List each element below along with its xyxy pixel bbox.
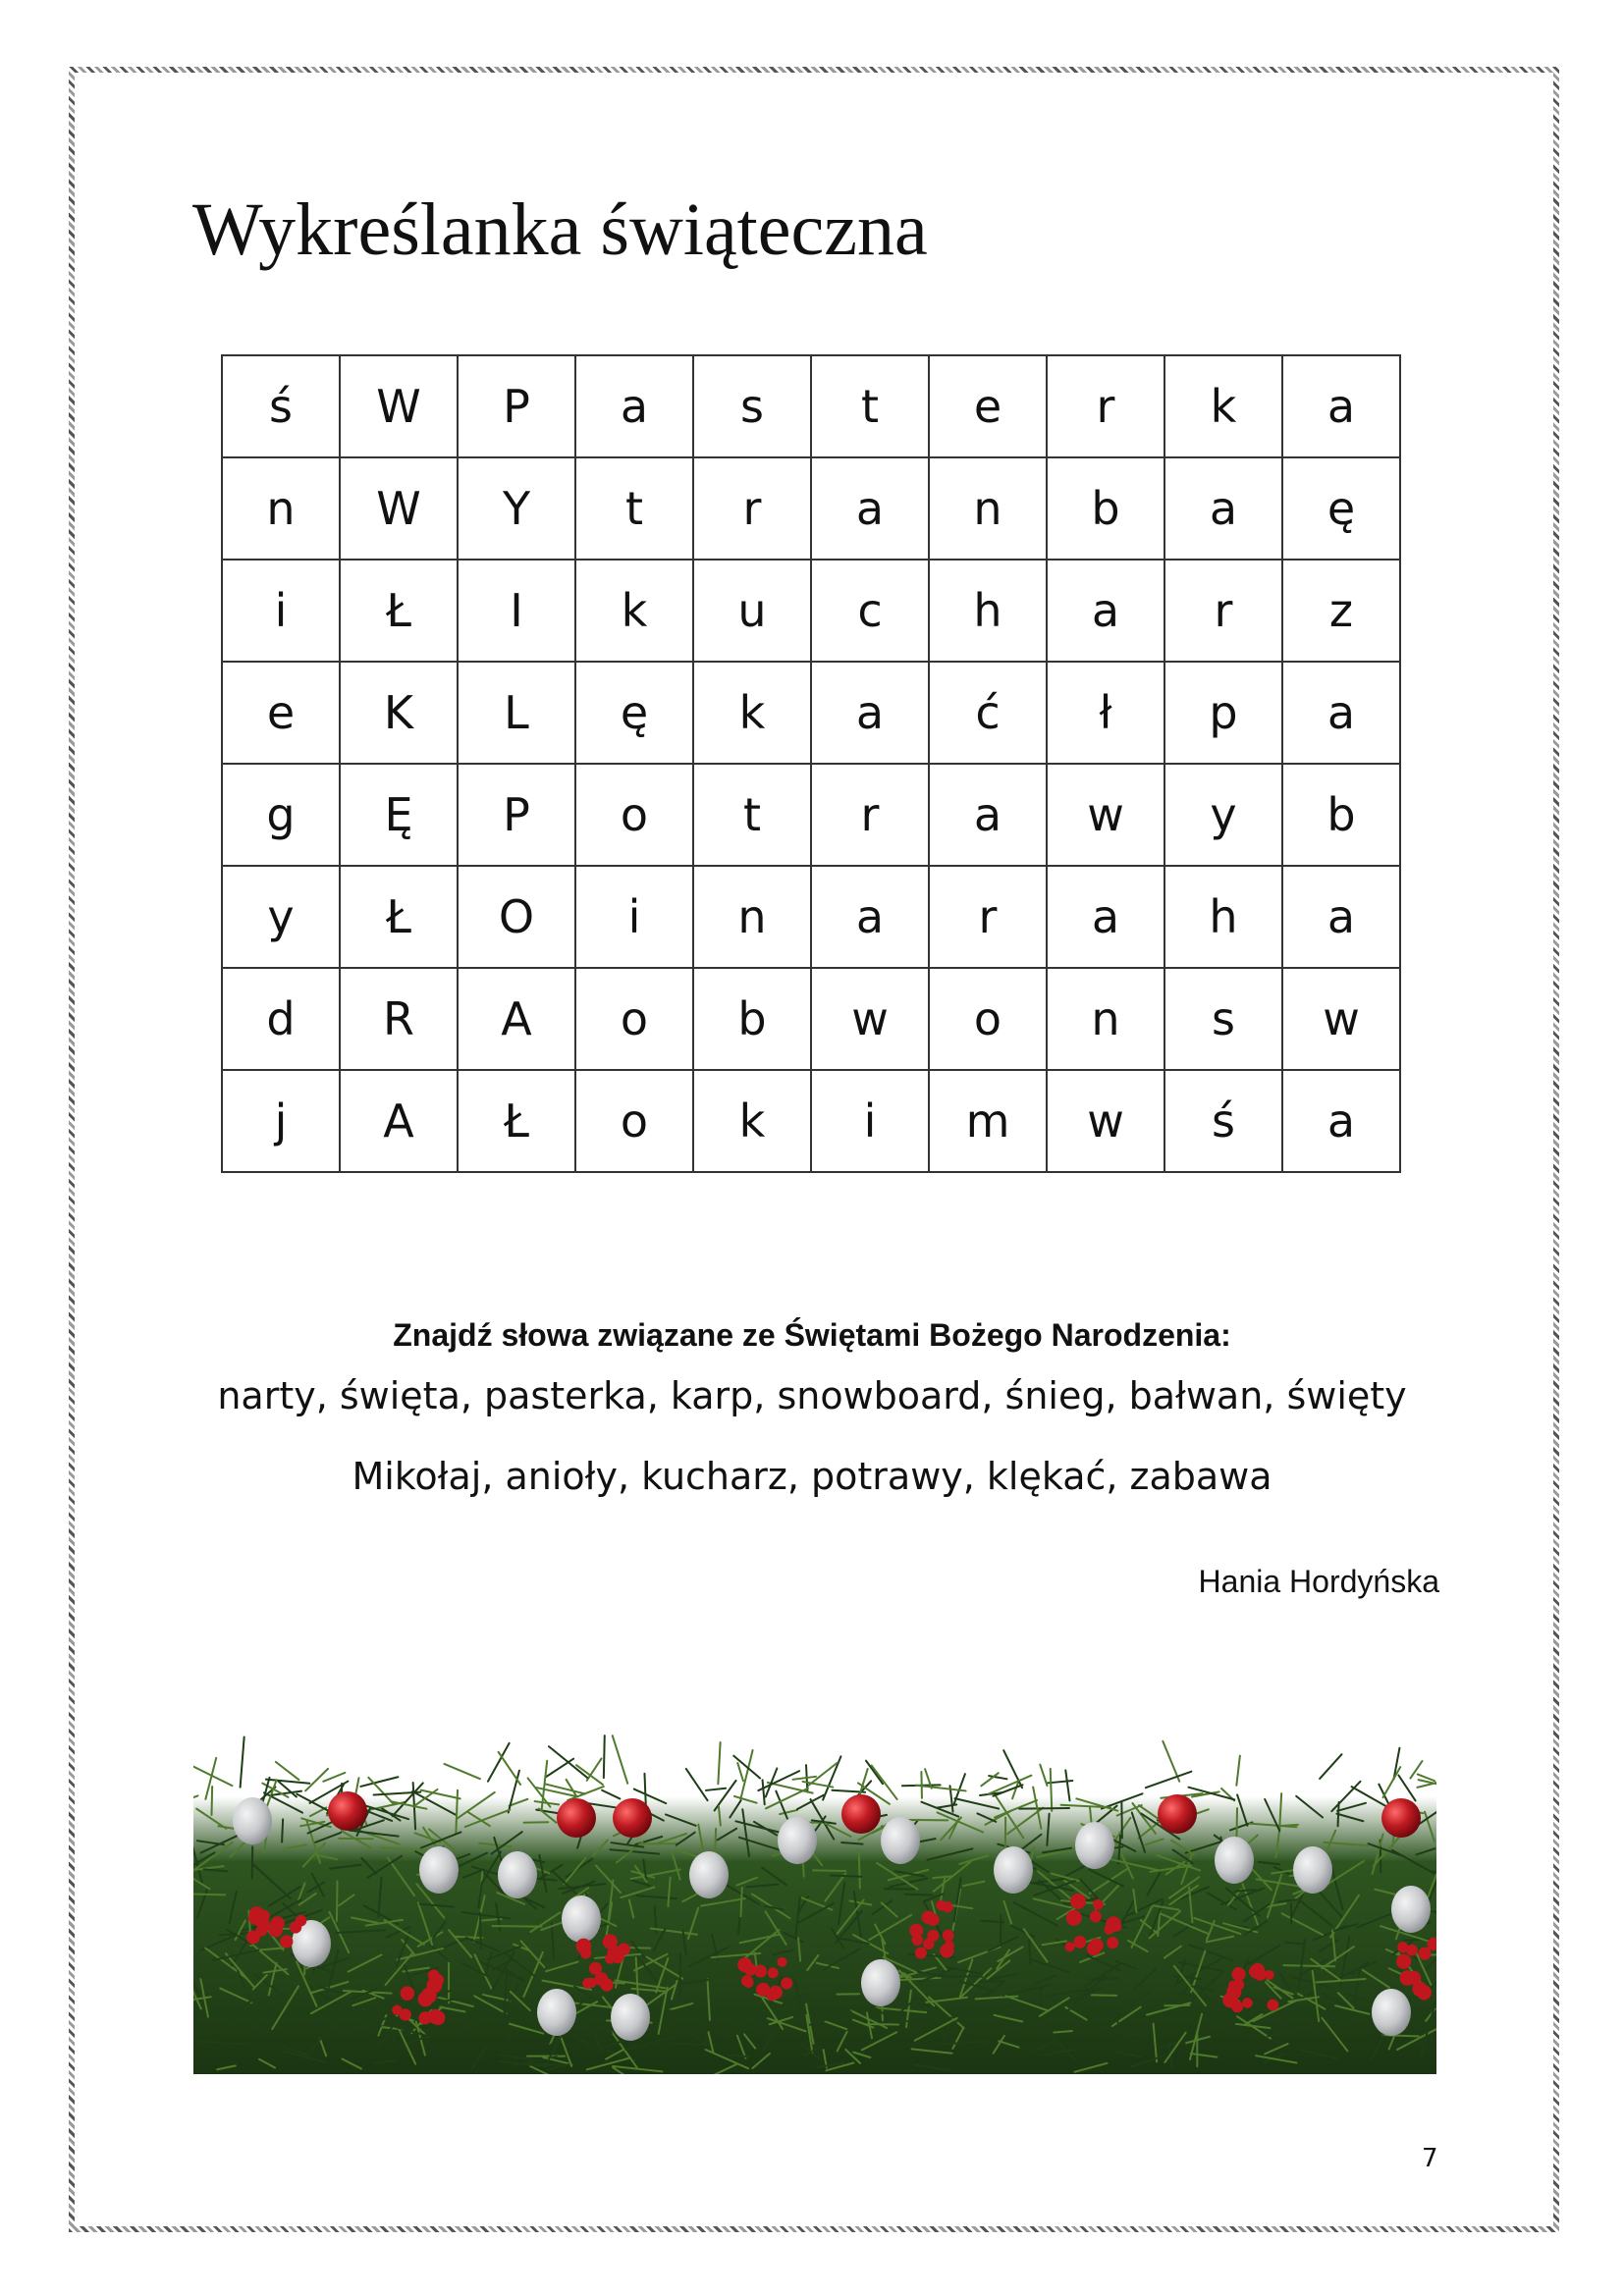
grid-cell: a: [811, 662, 929, 764]
grid-cell: s: [1164, 968, 1282, 1070]
grid-cell: r: [1164, 560, 1282, 662]
grid-row: [222, 457, 1400, 560]
word-list-line-1: narty, święta, pasterka, karp, snowboard, śnieg, bałwan, święty: [217, 1374, 1407, 1417]
grid-cell: r: [811, 764, 929, 866]
grid-cell: i: [811, 1070, 929, 1172]
grid-cell: K: [340, 662, 458, 764]
grid-cell: a: [1047, 866, 1164, 968]
grid-cell: u: [693, 560, 811, 662]
page-number: 7: [1422, 2144, 1438, 2173]
page-title: Wykreślanka świąteczna: [192, 188, 928, 271]
author-name: Hania Hordyńska: [1198, 1564, 1439, 1599]
grid-cell: A: [458, 968, 575, 1070]
grid-row: [222, 866, 1400, 968]
grid-cell: a: [929, 764, 1047, 866]
grid-cell: s: [693, 355, 811, 457]
grid-cell: a: [1282, 355, 1400, 457]
grid-cell: j: [222, 1070, 340, 1172]
grid-cell: W: [340, 457, 458, 560]
grid-cell: k: [1164, 355, 1282, 457]
grid-cell: a: [1282, 662, 1400, 764]
grid-cell: r: [929, 866, 1047, 968]
grid-cell: Ł: [340, 560, 458, 662]
grid-cell: ś: [1164, 1070, 1282, 1172]
grid-cell: t: [811, 355, 929, 457]
instruction-heading: Znajdź słowa związane ze Świętami Bożego Narodzenia:: [393, 1317, 1231, 1353]
grid-cell: ś: [222, 355, 340, 457]
grid-cell: b: [1047, 457, 1164, 560]
grid-cell: a: [1282, 1070, 1400, 1172]
grid-cell: ć: [929, 662, 1047, 764]
christmas-garland-image: [193, 1688, 1436, 2074]
grid-cell: A: [340, 1070, 458, 1172]
grid-cell: a: [811, 866, 929, 968]
word-search-grid: [221, 354, 1401, 1173]
grid-cell: n: [222, 457, 340, 560]
grid-cell: w: [1047, 1070, 1164, 1172]
grid-cell: P: [458, 764, 575, 866]
grid-cell: Ł: [458, 1070, 575, 1172]
grid-cell: k: [693, 662, 811, 764]
grid-row: [222, 355, 1400, 457]
grid-cell: y: [1164, 764, 1282, 866]
grid-cell: Y: [458, 457, 575, 560]
grid-cell: ę: [575, 662, 693, 764]
grid-cell: z: [1282, 560, 1400, 662]
grid-row: [222, 560, 1400, 662]
grid-cell: o: [575, 1070, 693, 1172]
grid-cell: w: [1282, 968, 1400, 1070]
grid-cell: ę: [1282, 457, 1400, 560]
grid-cell: p: [1164, 662, 1282, 764]
grid-cell: y: [222, 866, 340, 968]
grid-cell: r: [693, 457, 811, 560]
grid-cell: d: [222, 968, 340, 1070]
grid-cell: t: [693, 764, 811, 866]
grid-cell: a: [1047, 560, 1164, 662]
grid-cell: k: [693, 1070, 811, 1172]
grid-row: [222, 968, 1400, 1070]
grid-cell: o: [575, 764, 693, 866]
word-list-line-2: Mikołaj, anioły, kucharz, potrawy, klękać, zabawa: [352, 1455, 1272, 1498]
grid-cell: i: [222, 560, 340, 662]
grid-cell: w: [811, 968, 929, 1070]
grid-cell: a: [811, 457, 929, 560]
grid-cell: g: [222, 764, 340, 866]
grid-cell: R: [340, 968, 458, 1070]
grid-cell: n: [929, 457, 1047, 560]
grid-cell: n: [693, 866, 811, 968]
grid-cell: b: [1282, 764, 1400, 866]
grid-cell: r: [1047, 355, 1164, 457]
grid-cell: h: [929, 560, 1047, 662]
grid-cell: L: [458, 662, 575, 764]
grid-cell: k: [575, 560, 693, 662]
grid-cell: e: [929, 355, 1047, 457]
grid-cell: h: [1164, 866, 1282, 968]
grid-cell: e: [222, 662, 340, 764]
grid-cell: o: [929, 968, 1047, 1070]
grid-cell: W: [340, 355, 458, 457]
grid-cell: c: [811, 560, 929, 662]
grid-cell: b: [693, 968, 811, 1070]
grid-cell: Ł: [340, 866, 458, 968]
grid-cell: o: [575, 968, 693, 1070]
grid-cell: ł: [1047, 662, 1164, 764]
grid-cell: P: [458, 355, 575, 457]
grid-cell: Ę: [340, 764, 458, 866]
grid-cell: a: [575, 355, 693, 457]
grid-cell: O: [458, 866, 575, 968]
grid-cell: a: [1164, 457, 1282, 560]
grid-row: [222, 764, 1400, 866]
grid-cell: a: [1282, 866, 1400, 968]
grid-row: [222, 662, 1400, 764]
grid-cell: m: [929, 1070, 1047, 1172]
grid-cell: w: [1047, 764, 1164, 866]
grid-cell: n: [1047, 968, 1164, 1070]
grid-cell: I: [458, 560, 575, 662]
grid-cell: i: [575, 866, 693, 968]
grid-cell: t: [575, 457, 693, 560]
grid-row: [222, 1070, 1400, 1172]
